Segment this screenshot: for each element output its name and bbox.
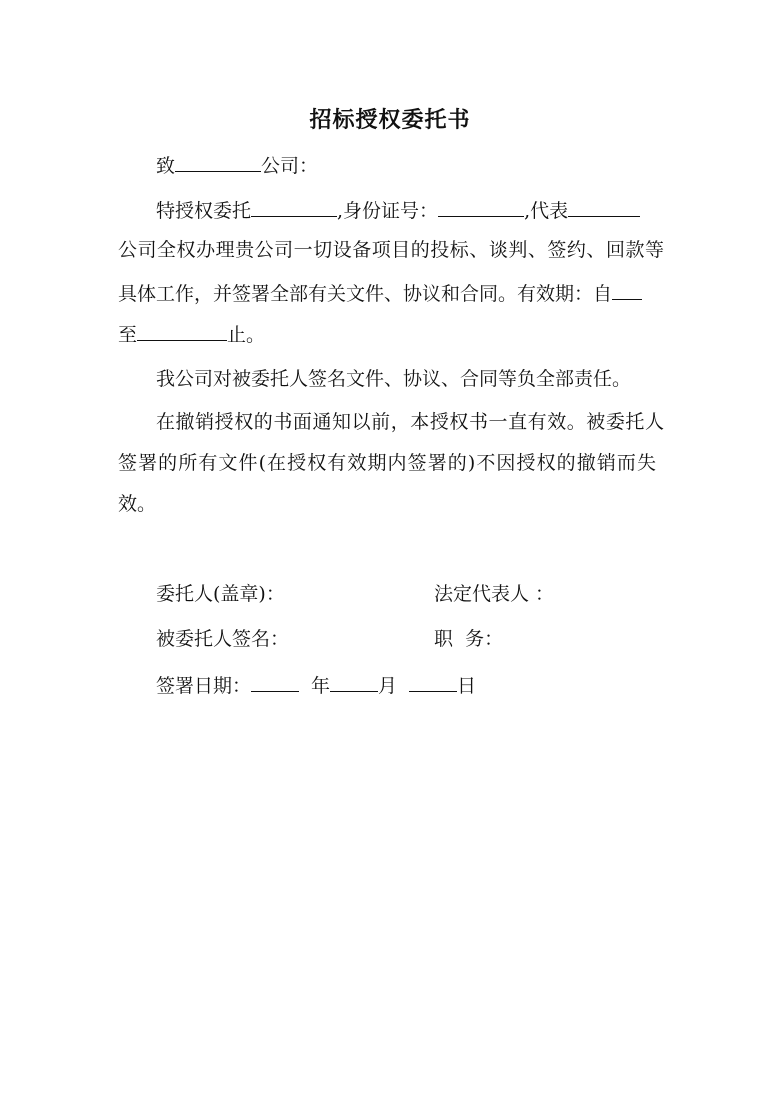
authorize-line-4 (118, 320, 265, 348)
id-number-blank[interactable] (438, 196, 524, 217)
validity-line-2: 签署的所有文件(在授权有效期内签署的)不因授权的撤销而失 (118, 452, 656, 474)
signing-date-label: 签署日期： (156, 675, 252, 697)
validity-to-suffix: 止。 (227, 324, 266, 346)
validity-to-prefix: 至 (118, 324, 138, 346)
agent-signature-label: 被委托人签名： (156, 628, 290, 650)
validity-start-blank[interactable] (612, 279, 642, 300)
validity-line-1: 在撤销授权的书面通知以前，本授权书一直有效。被委托人 (156, 411, 664, 433)
position-label: 职 务： (434, 628, 504, 650)
authorize-line3-text: 具体工作，并签署全部有关文件、协议和合同。有效期：自 (118, 283, 613, 305)
addressee-line (156, 151, 318, 179)
validity-end-blank[interactable] (137, 320, 227, 341)
authorize-line-3 (118, 279, 664, 307)
represent-blank[interactable] (568, 196, 640, 217)
responsibility-paragraph: 我公司对被委托人签名文件、协议、合同等负全部责任。 (156, 368, 632, 390)
year-blank[interactable] (251, 671, 299, 692)
authorize-line-1 (156, 196, 640, 224)
month-blank[interactable] (330, 671, 378, 692)
legal-representative-label: 法定代表人 ： (434, 583, 555, 605)
day-blank[interactable] (409, 671, 457, 692)
day-label: 日 (457, 675, 477, 697)
principal-seal-label: 委托人(盖章)： (156, 583, 285, 605)
addressee-prefix: 致 (156, 155, 176, 177)
validity-line-3: 效。 (118, 493, 157, 515)
signing-date-line (156, 671, 476, 699)
authorize-line-2: 公司全权办理贵公司一切设备项目的投标、谈判、签约、回款等 (118, 239, 664, 261)
addressee-suffix: 公司： (261, 155, 319, 177)
year-label: 年 (311, 675, 331, 697)
company-blank[interactable] (175, 151, 261, 172)
month-label: 月 (378, 675, 398, 697)
authorize-part2: ,身份证号： (337, 200, 439, 222)
authorize-part1: 特授权委托 (156, 200, 252, 222)
agent-name-blank[interactable] (251, 196, 337, 217)
document-title: 招标授权委托书 (309, 107, 471, 133)
authorize-part3: ,代表 (524, 200, 569, 222)
